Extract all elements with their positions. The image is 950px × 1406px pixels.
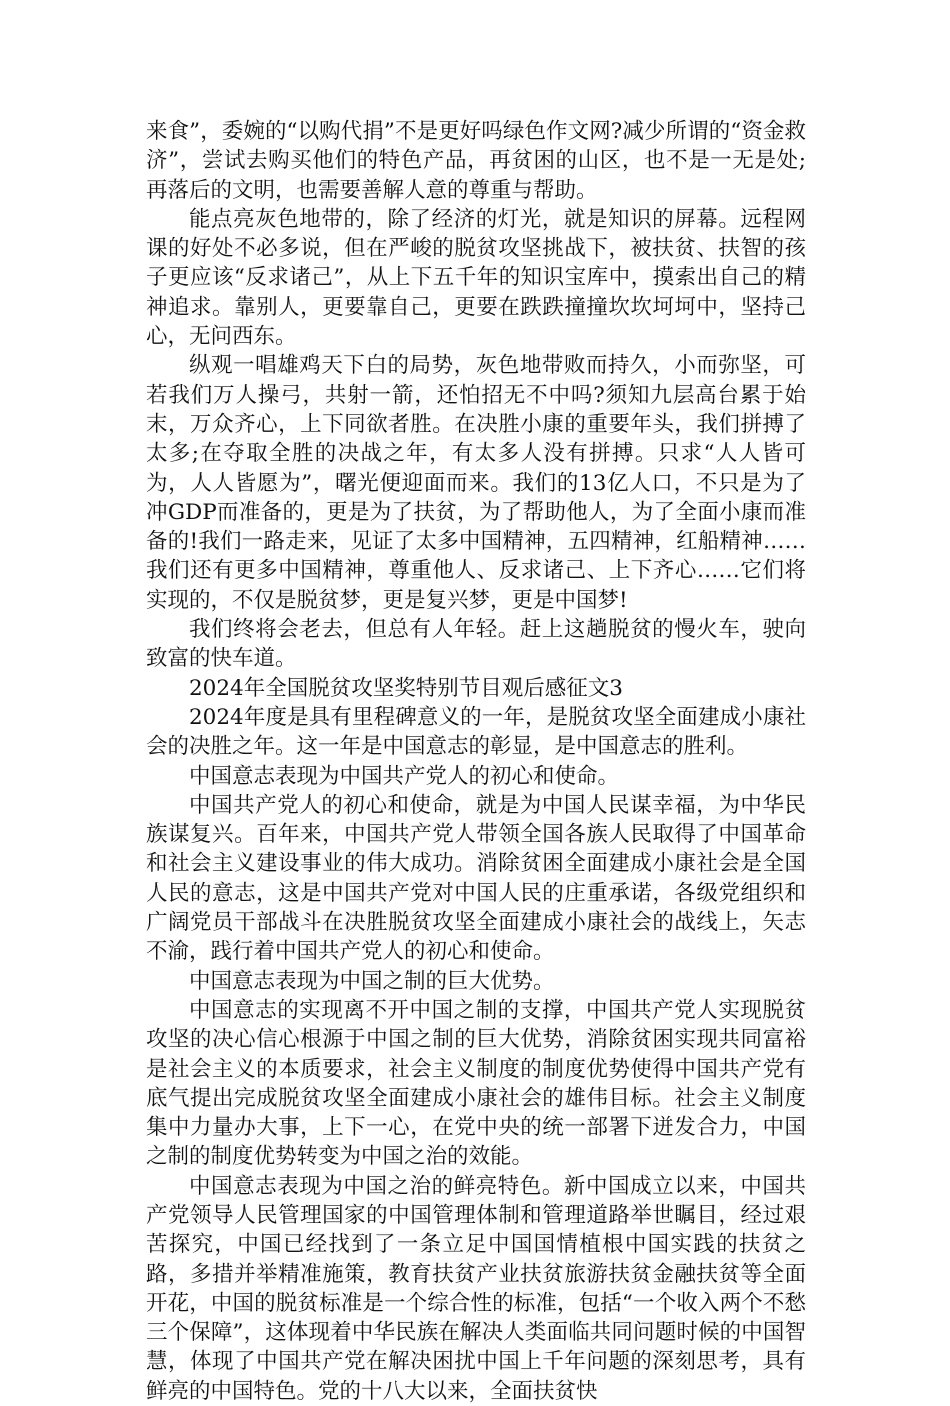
section-heading: 2024年全国脱贫攻坚奖特别节目观后感征文3	[189, 675, 623, 701]
paragraph-9: 中国意志表现为中国之制的巨大优势。	[189, 968, 555, 994]
paragraph-8: 中国共产党人的初心和使命，就是为中国人民谋幸福，为中华民族谋复兴。百年来，中国共产党人带领全国各族人民取得了中国革命和社会主义建设事业的伟大成功。消除贫困全面建成小康社会是全国人民的意志，这是中国共产党对中国人民的庄重承诺，各级党组织和广阔党员干部战斗在决胜脱贫攻坚全面建成小康社会的战线上，矢志不渝，践行着中国共产党人的初心和使命。	[146, 792, 806, 965]
paragraph-6: 2024年度是具有里程碑意义的一年，是脱贫攻坚全面建成小康社会的决胜之年。这一年是中国意志的彰显，是中国意志的胜利。	[146, 704, 806, 760]
paragraph-3: 纵观一唱雄鸡天下白的局势，灰色地带败而持久，小而弥坚，可若我们万人操弓，共射一箭，还怕招无不中吗?须知九层高台累于始末，万众齐心，上下同欲者胜。在决胜小康的重要年头，我们拼搏了太多;在夺取全胜的决战之年，有太多人没有拼搏。只求“人人皆可为，人人皆愿为”，曙光便迎面而来。我们的13亿人口，不只是为了冲GDP而准备的，更是为了扶贫，为了帮助他人，为了全面小康而准备的!我们一路走来，见证了太多中国精神，五四精神，红船精神……我们还有更多中国精神，尊重他人、反求诸己、上下齐心……它们将实现的，不仅是脱贫梦，更是复兴梦，更是中国梦!	[146, 353, 806, 613]
paragraph-1: 来食”，委婉的“以购代捐”不是更好吗绿色作文网?减少所谓的“资金救济”，尝试去购买他们的特色产品，再贫困的山区，也不是一无是处;再落后的文明，也需要善解人意的尊重与帮助。	[146, 119, 806, 203]
paragraph-10: 中国意志的实现离不开中国之制的支撑，中国共产党人实现脱贫攻坚的决心信心根源于中国之制的巨大优势，消除贫困实现共同富裕是社会主义的本质要求，社会主义制度的制度优势使得中国共产党有底气提出完成脱贫攻坚全面建成小康社会的雄伟目标。社会主义制度集中力量办大事，上下一心，在党中央的统一部署下迸发合力，中国之制的制度优势转变为中国之治的效能。	[146, 997, 806, 1170]
paragraph-2: 能点亮灰色地带的，除了经济的灯光，就是知识的屏幕。远程网课的好处不必多说，但在严峻的脱贫攻坚挑战下，被扶贫、扶智的孩子更应该“反求诸己”，从上下五千年的知识宝库中，摸索出自己的精神追求。靠别人，更要靠自己，更要在跌跌撞撞坎坎坷坷中，坚持己心，无问西东。	[146, 206, 806, 350]
document-body	[146, 117, 806, 1406]
paragraph-4: 我们终将会老去，但总有人年轻。赶上这趟脱贫的慢火车，驶向致富的快车道。	[146, 617, 806, 672]
paragraph-7: 中国意志表现为中国共产党人的初心和使命。	[189, 763, 620, 789]
paragraph-11: 中国意志表现为中国之治的鲜亮特色。新中国成立以来，中国共产党领导人民管理国家的中国管理体制和管理道路举世瞩目，经过艰苦探究，中国已经找到了一条立足中国国情植根中国实践的扶贫之路，多措并举精准施策，教育扶贫产业扶贫旅游扶贫金融扶贫等全面开花，中国的脱贫标准是一个综合性的标准，包括“一个收入两个不愁三个保障”，这体现着中华民族在解决人类面临共同问题时候的中国智慧，体现了中国共产党在解决困扰中国上千年问题的深刻思考，具有鲜亮的中国特色。党的十八大以来，全面扶贫快	[146, 1173, 806, 1404]
